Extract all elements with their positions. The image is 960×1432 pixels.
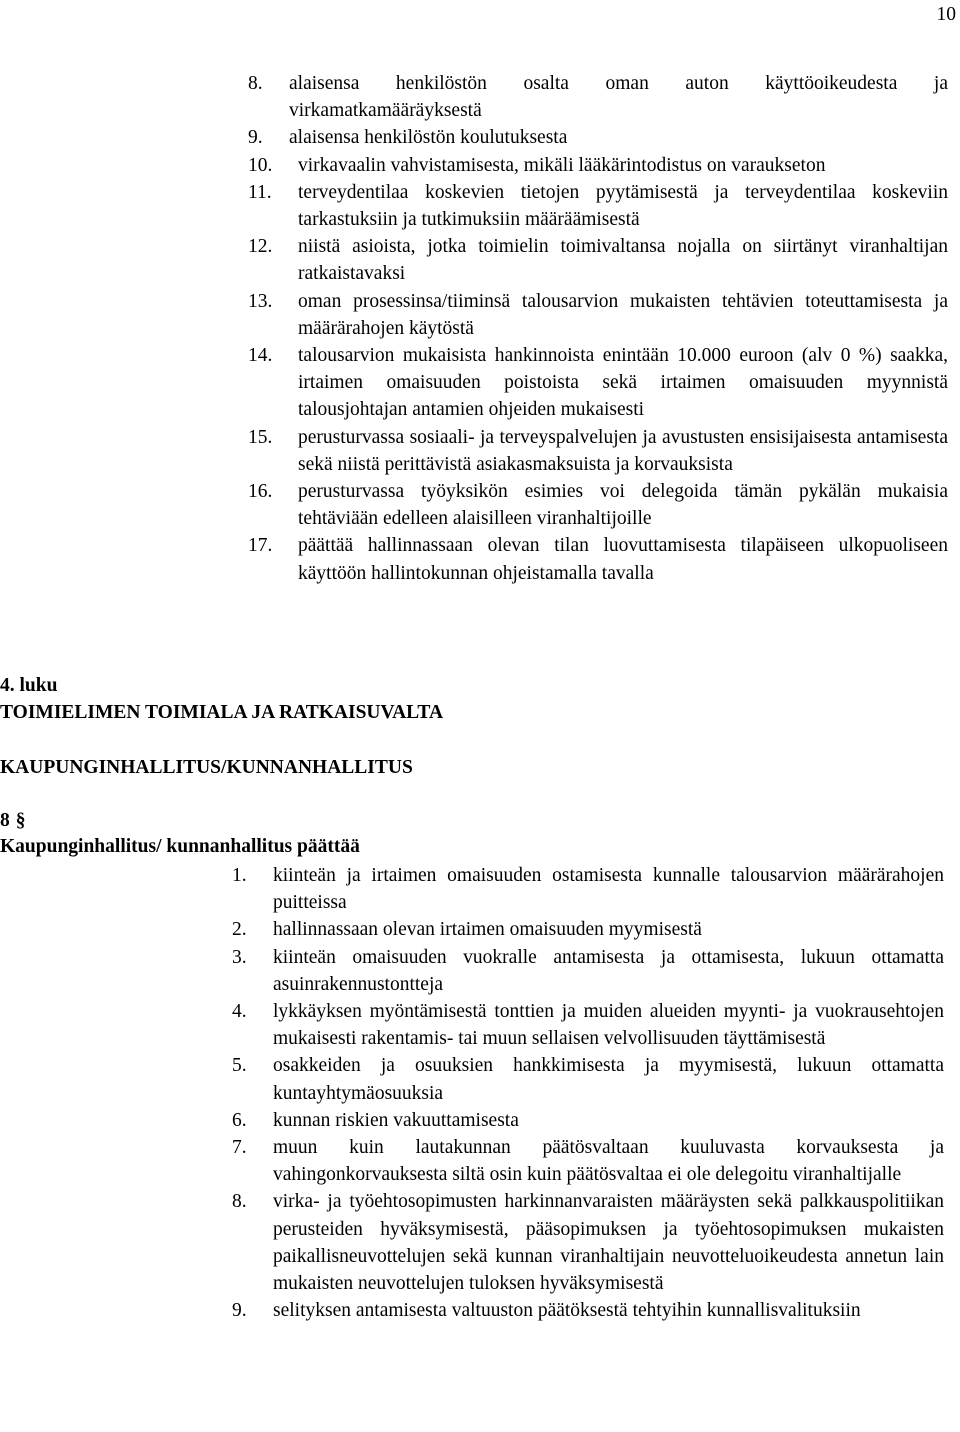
list-item	[248, 152, 948, 179]
item-number: 12.	[248, 236, 273, 258]
list-item	[248, 179, 948, 233]
item-text: hallinnassaan olevan irtaimen omaisuuden myymisestä	[273, 919, 702, 941]
item-text: terveydentilaa koskevien tietojen pyytämisestä ja terveydentilaa koskeviin tarkastuksiin ja tutkimuksiin määräämisestä	[298, 181, 948, 231]
item-text: lykkäyksen myöntämisestä tonttien ja muiden alueiden myynti- ja vuokrausehtojen mukaisesti rakentamis- tai muun sellaisen velvollisuuden täyttämisestä	[273, 1001, 944, 1050]
board-powers-list	[232, 862, 944, 1324]
item-number: 13.	[248, 290, 273, 312]
item-text: perusturvassa työyksikön esimies voi delegoida tämän pykälän mukaisia tehtäviään edelleen alaisilleen viranhaltijoille	[298, 481, 948, 530]
list-item	[232, 998, 944, 1052]
item-number: 16.	[248, 481, 273, 503]
item-text: kiinteän omaisuuden vuokralle antamisesta ja ottamisesta, lukuun ottamatta asuinrakennustontteja	[273, 946, 944, 995]
delegation-list-continued	[248, 70, 948, 587]
item-number: 8.	[232, 1191, 247, 1213]
section-number	[0, 808, 960, 834]
item-number: 2.	[232, 919, 247, 941]
item-number: 11.	[248, 181, 272, 203]
item-text: virkavaalin vahvistamisesta, mikäli lääkärintodistus on varaukseton	[298, 154, 826, 176]
item-number: 17.	[248, 535, 273, 557]
item-number: 15.	[248, 426, 273, 448]
item-text: kunnan riskien vakuuttamisesta	[273, 1109, 519, 1131]
list-item	[248, 288, 948, 342]
item-text: perusturvassa sosiaali- ja terveyspalvelujen ja avustusten ensisijaisesta antamisesta sekä niistä perittävistä asiakasmaksuista ja korvauksista	[298, 426, 948, 475]
item-number: 9.	[232, 1300, 247, 1322]
list-item	[248, 478, 948, 532]
item-number: 6.	[232, 1109, 247, 1131]
list-item	[232, 944, 944, 998]
chapter-subtitle: KAUPUNGINHALLITUS/KUNNANHALLITUS	[0, 757, 413, 778]
item-number: 8.	[248, 73, 263, 94]
chapter-number: 4. luku	[0, 675, 58, 696]
item-text: alaisensa henkilöstön osalta oman auton käyttöoikeudesta ja virkamatkamääräyksestä	[289, 73, 948, 122]
item-text: muun kuin lautakunnan päätösvaltaan kuuluvasta korvauksesta ja vahingonkorvauksesta siltä osin kuin päätösvaltaa ei ole delegoitu viranhaltijalle	[273, 1137, 944, 1186]
item-text: niistä asioista, jotka toimielin toimivaltansa nojalla on siirtänyt viranhaltijan ratkaistavaksi	[298, 236, 948, 285]
list-item	[248, 233, 948, 287]
section-heading: Kaupunginhallitus/ kunnanhallitus päättää	[0, 836, 360, 857]
list-item	[248, 342, 948, 424]
page-number: 10	[936, 4, 956, 25]
list-item	[232, 1134, 944, 1188]
item-text: alaisensa henkilöstön koulutuksesta	[289, 127, 568, 149]
chapter-title: TOIMIELIMEN TOIMIALA JA RATKAISUVALTA	[0, 702, 444, 723]
item-text: oman prosessinsa/tiiminsä talousarvion mukaisten tehtävien toteuttamisesta ja määrärahojen käytöstä	[298, 290, 948, 339]
item-text: talousarvion mukaisista hankinnoista enintään 10.000 euroon (alv 0 %) saakka, irtaimen omaisuuden poistoista sekä irtaimen omaisuuden myynnistä talousjohtajan antamien ohjeiden mukaisesti	[298, 345, 948, 421]
item-number: 1.	[232, 865, 247, 886]
list-item	[232, 862, 944, 916]
item-number: 7.	[232, 1137, 247, 1159]
item-text: virka- ja työehtosopimusten harkinnanvaraisten määräysten sekä palkkauspolitiikan perusteiden hyväksymisestä, pääsopimuksen ja työehtosopimuksen mukaisten paikallisneuvottelujen sekä kunnan viranhaltijain neuvotteluoikeudesta annetun lain mukaisten neuvottelujen tuloksen hyväksymisestä	[273, 1191, 944, 1295]
item-number: 10.	[248, 154, 273, 176]
item-number: 14.	[248, 345, 273, 367]
item-text: kiinteän ja irtaimen omaisuuden ostamisesta kunnalle talousarvion määrärahojen puitteissa	[273, 865, 944, 914]
section-symbol-icon: §	[15, 810, 26, 831]
list-item	[248, 70, 948, 124]
list-item	[248, 124, 948, 151]
list-item	[248, 532, 948, 586]
item-number: 5.	[232, 1055, 247, 1077]
list-item	[248, 424, 948, 478]
list-item	[232, 916, 944, 943]
item-text: selityksen antamisesta valtuuston päätöksestä tehtyihin kunnallisvalituksiin	[273, 1300, 861, 1322]
list-item	[232, 1297, 944, 1324]
section-number-value: 8	[0, 810, 10, 831]
item-text: osakkeiden ja osuuksien hankkimisesta ja myymisestä, lukuun ottamatta kuntayhtymäosuuksia	[273, 1055, 944, 1104]
list-item	[232, 1052, 944, 1106]
item-number: 9.	[248, 127, 263, 149]
item-number: 4.	[232, 1001, 247, 1023]
list-item	[232, 1188, 944, 1297]
list-item	[232, 1107, 944, 1134]
item-text: päättää hallinnassaan olevan tilan luovuttamisesta tilapäiseen ulkopuoliseen käyttöön hallintokunnan ohjeistamalla tavalla	[298, 535, 948, 584]
item-number: 3.	[232, 946, 247, 968]
